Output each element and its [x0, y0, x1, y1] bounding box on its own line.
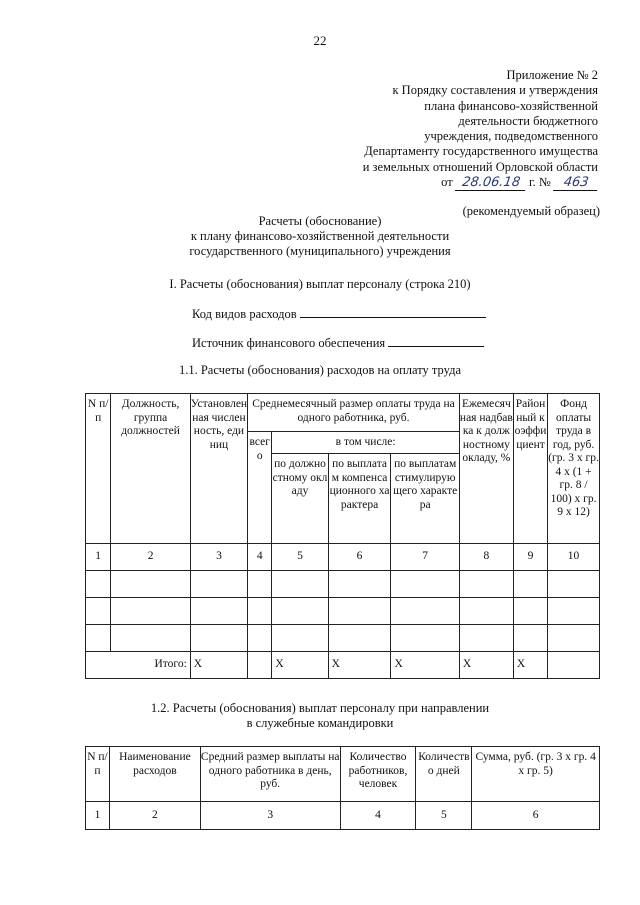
header-by-salary: по должностному окладу	[272, 454, 328, 544]
table-cell[interactable]	[248, 652, 272, 679]
total-row	[86, 652, 600, 679]
header-monthly-bonus: Ежемесячная надбавка к должностному окладу, %	[459, 394, 513, 544]
table-cell[interactable]	[391, 625, 459, 652]
table-cell[interactable]	[272, 571, 328, 598]
table-cell[interactable]	[391, 598, 459, 625]
appendix-line: к Порядку составления и утверждения	[392, 83, 598, 98]
x-mark: X	[459, 652, 513, 679]
table-cell[interactable]	[391, 571, 459, 598]
col-number: 6	[472, 802, 600, 830]
appendix-line: плана финансово-хозяйственной	[424, 98, 598, 113]
col-number: 4	[340, 802, 416, 830]
business-trip-table	[85, 746, 600, 830]
expense-code-label: Код видов расходов	[192, 307, 297, 321]
funding-source-label: Источник финансового обеспечения	[192, 336, 386, 350]
col-number: 5	[416, 802, 472, 830]
table-cell[interactable]	[190, 571, 247, 598]
x-mark: X	[513, 652, 547, 679]
appendix-line: Приложение № 2	[506, 68, 598, 82]
handwritten-number: 463	[553, 176, 599, 191]
table-cell[interactable]	[513, 571, 547, 598]
col-number: 1	[86, 802, 110, 830]
expense-code-field[interactable]	[300, 305, 486, 318]
header-n: N п/п	[86, 747, 110, 802]
table-cell[interactable]	[459, 625, 513, 652]
table-cell[interactable]	[86, 571, 111, 598]
header-avg-salary: Среднемесячный размер оплаты труда на одного работника, руб.	[248, 394, 460, 432]
funding-source-field[interactable]	[388, 334, 484, 347]
table-cell[interactable]	[459, 571, 513, 598]
table-cell[interactable]	[272, 625, 328, 652]
page-number: 22	[313, 33, 327, 48]
table-cell[interactable]	[548, 598, 600, 625]
appendix-line: Департаменту государственного имущества	[364, 144, 598, 159]
x-mark: X	[272, 652, 328, 679]
handwritten-date: 28.06.18	[455, 176, 527, 191]
table-cell[interactable]	[548, 652, 600, 679]
x-mark: X	[328, 652, 391, 679]
table-cell[interactable]	[111, 625, 190, 652]
col-number: 2	[109, 802, 200, 830]
appendix-line: учреждения, подведомственного	[424, 129, 598, 144]
header-headcount: Установленная численность, единиц	[190, 394, 247, 544]
table-cell[interactable]	[513, 625, 547, 652]
document-title	[0, 214, 640, 259]
number-prefix: г. №	[528, 175, 551, 190]
title-line: государственного (муниципального) учреждения	[189, 244, 451, 258]
table-cell[interactable]	[328, 571, 391, 598]
header-avg-per-day: Средний размер выплаты на одного работника в день, руб.	[200, 747, 340, 802]
table-row	[86, 598, 600, 625]
section-1-2-heading	[0, 701, 640, 731]
title-line: Расчеты (обоснование)	[258, 214, 382, 228]
col-number: 4	[248, 544, 272, 571]
header-sum: Сумма, руб. (гр. 3 x гр. 4 x гр. 5)	[472, 747, 600, 802]
heading-line: 1.2. Расчеты (обоснования) выплат персоналу при направлении	[150, 701, 490, 715]
heading-line: в служебные командировки	[246, 716, 394, 730]
title-line: к плану финансово-хозяйственной деятельности	[190, 229, 450, 243]
table-cell[interactable]	[86, 625, 111, 652]
header-fund: Фонд оплаты труда в год, руб. (гр. 3 x гр. 4 x (1 + гр. 8 / 100) x гр. 9 x 12)	[548, 394, 600, 544]
col-number: 1	[86, 544, 111, 571]
header-by-compensation: по выплатам компенсационного характера	[328, 454, 391, 544]
table-row	[86, 571, 600, 598]
header-n: N п/п	[86, 394, 111, 544]
header-workers: Количество работников, человек	[340, 747, 416, 802]
table-cell[interactable]	[272, 598, 328, 625]
section-1-1-heading: 1.1. Расчеты (обоснования) расходов на оплату труда	[178, 363, 461, 377]
table-cell[interactable]	[86, 598, 111, 625]
col-number: 7	[391, 544, 459, 571]
date-prefix: от	[441, 175, 453, 190]
section-1-heading: I. Расчеты (обоснования) выплат персоналу (строка 210)	[169, 277, 471, 291]
col-number: 6	[328, 544, 391, 571]
col-number: 9	[513, 544, 547, 571]
expense-code-row	[192, 305, 486, 322]
table-cell[interactable]	[190, 625, 247, 652]
table-cell[interactable]	[328, 598, 391, 625]
funding-source-row	[192, 334, 484, 351]
appendix-line: и земельных отношений Орловской области	[362, 159, 598, 174]
table-cell[interactable]	[459, 598, 513, 625]
table-cell[interactable]	[111, 571, 190, 598]
x-mark: X	[190, 652, 247, 679]
header-position: Должность, группа должностей	[111, 394, 190, 544]
appendix-header	[298, 68, 598, 191]
column-number-row	[86, 802, 600, 830]
header-by-incentive: по выплатам стимулирующего характера	[391, 454, 459, 544]
col-number: 10	[548, 544, 600, 571]
table-cell[interactable]	[328, 625, 391, 652]
col-number: 3	[200, 802, 340, 830]
total-label: Итого:	[86, 652, 191, 679]
col-number: 8	[459, 544, 513, 571]
table-cell[interactable]	[111, 598, 190, 625]
header-name: Наименование расходов	[109, 747, 200, 802]
labor-cost-table	[85, 393, 600, 679]
header-including: в том числе:	[272, 432, 459, 454]
table-cell[interactable]	[248, 625, 272, 652]
recommended-sample-note: (рекомендуемый образец)	[462, 204, 600, 218]
header-total: всего	[248, 432, 272, 544]
table-cell[interactable]	[548, 625, 600, 652]
table-cell[interactable]	[248, 598, 272, 625]
appendix-date-line	[298, 175, 598, 191]
col-number: 3	[190, 544, 247, 571]
table-cell[interactable]	[248, 571, 272, 598]
column-number-row	[86, 544, 600, 571]
table-cell[interactable]	[513, 598, 547, 625]
header-regional-coef: Районный коэффициент	[513, 394, 547, 544]
x-mark: X	[391, 652, 459, 679]
table-row	[86, 625, 600, 652]
header-days: Количество дней	[416, 747, 472, 802]
col-number: 5	[272, 544, 328, 571]
appendix-line: деятельности бюджетного	[458, 113, 598, 128]
col-number: 2	[111, 544, 190, 571]
table-cell[interactable]	[190, 598, 247, 625]
table-cell[interactable]	[548, 571, 600, 598]
